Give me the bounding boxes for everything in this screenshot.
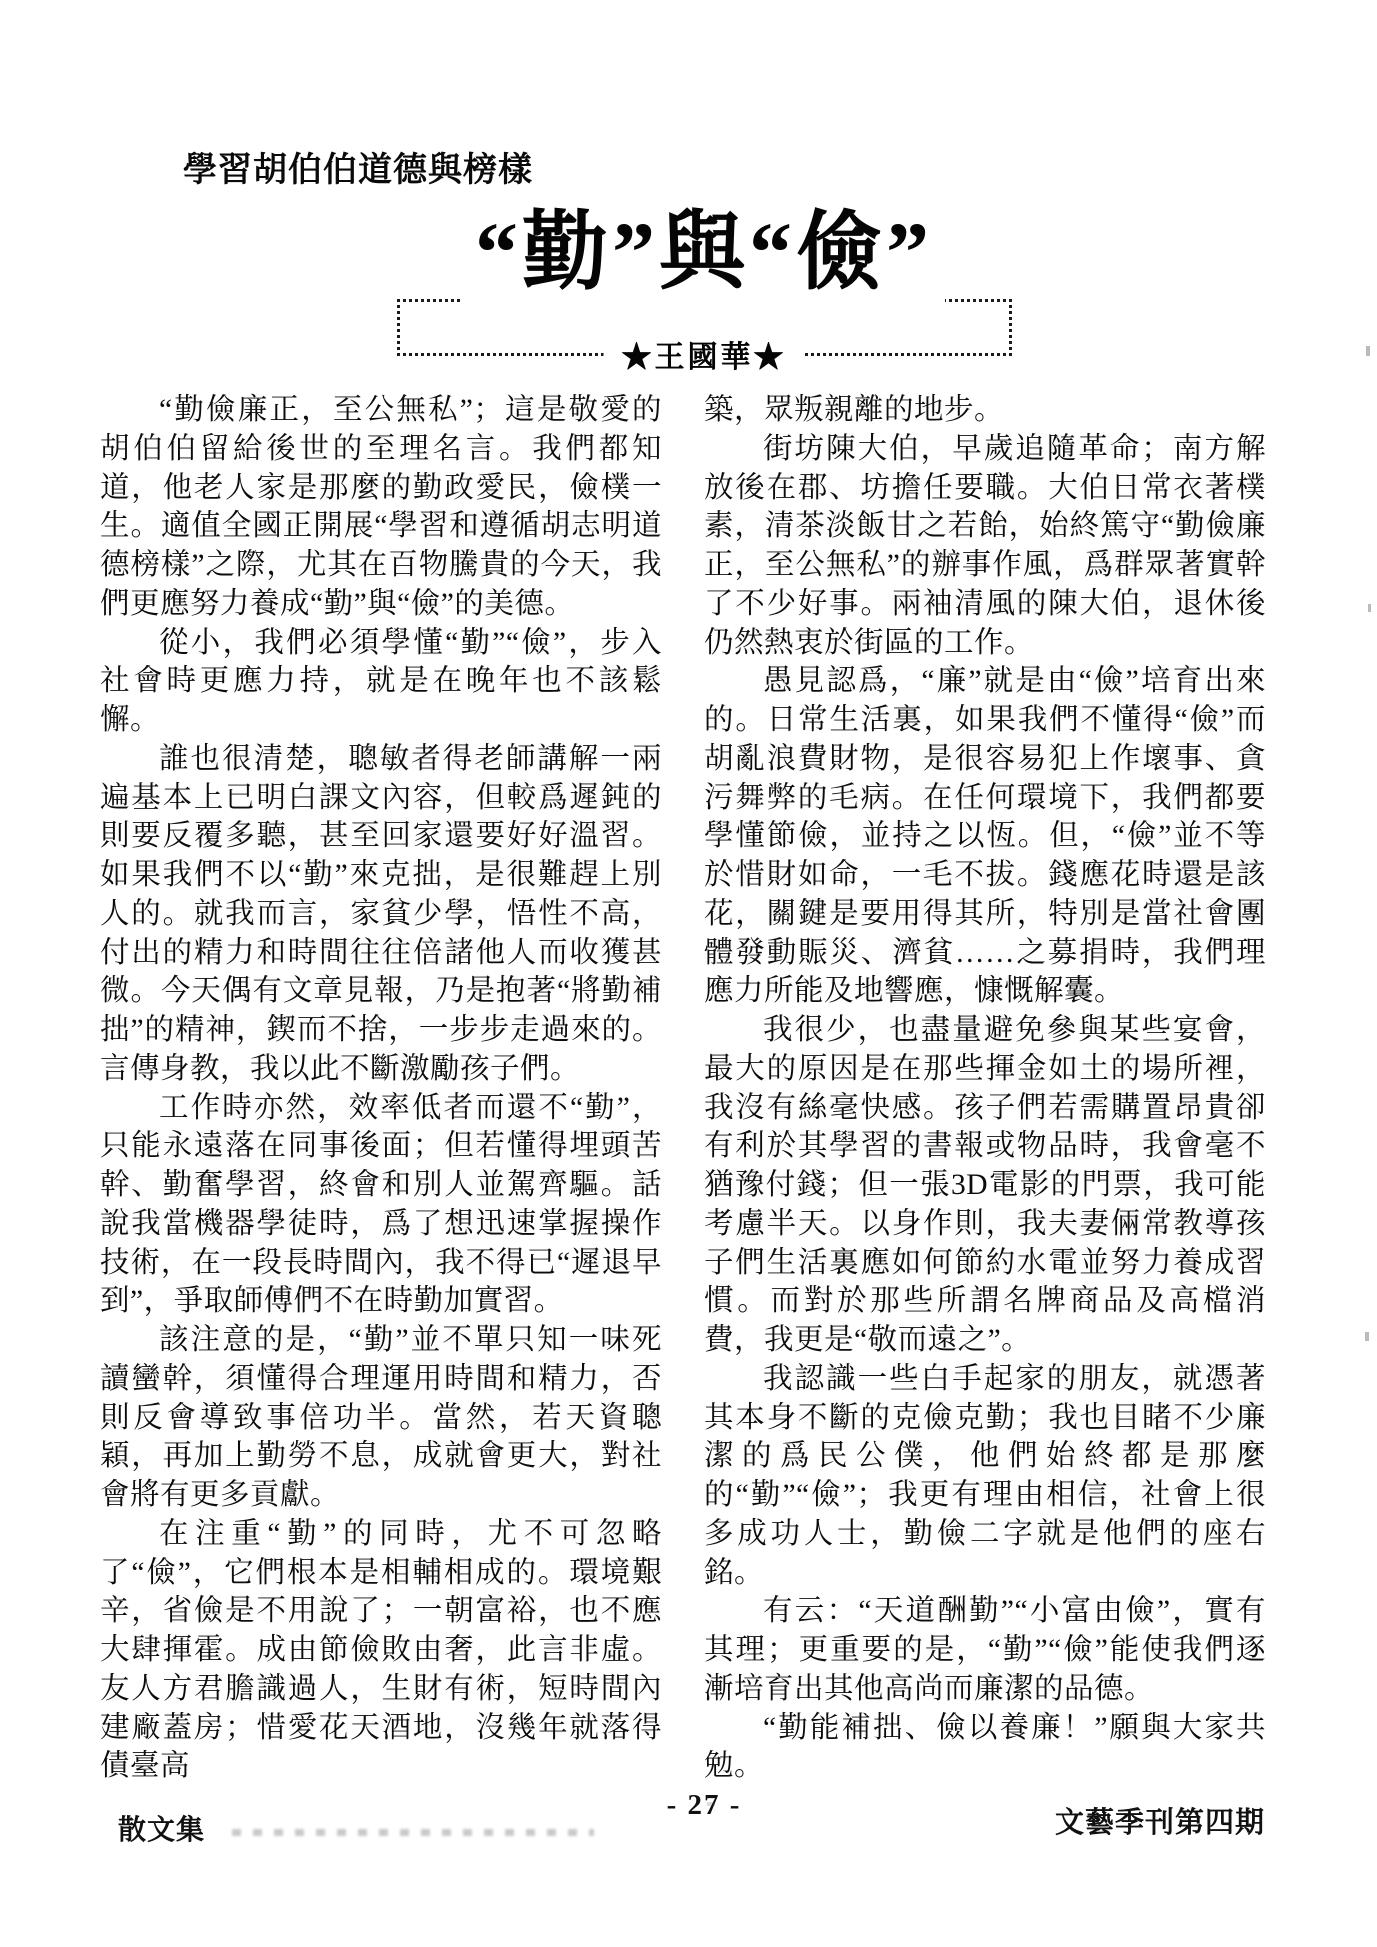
print-smudge-artifact — [232, 1829, 594, 1836]
scan-artifact — [1366, 346, 1370, 356]
paragraph: 誰也很清楚，聰敏者得老師講解一兩遍基本上已明白課文內容，但較爲遲鈍的則要反覆多聽，甚至回家還要好好溫習。如果我們不以“勤”來克拙，是很難趕上別人的。就我而言，家貧少學，悟性不高，付出的精力和時間往往倍諸他人而收獲甚微。今天偶有文章見報，乃是抱著“將勤補拙”的精神，鍥而不捨，一步步走過來的。言傳身教，我以此不斷激勵孩子們。 — [100, 742, 663, 1085]
paragraph: 該注意的是，“勤”並不單只知一味死讀蠻幹，須懂得合理運用時間和精力，否則反會導致事倍功半。當然，若天資聰穎，再加上勤勞不息，成就會更大，對社會將有更多貢獻。 — [100, 1324, 662, 1511]
kicker-headline: 學習胡伯伯道德與榜樣 — [183, 151, 533, 189]
page-number: - 27 - — [666, 1789, 742, 1821]
article-body — [100, 391, 1266, 1786]
paragraph: “勤儉廉正，至公無私”；這是敬愛的胡伯伯留給後世的至理名言。我們都知道，他老人家是那麼的勤政愛民，儉樸一生。適值全國正開展“學習和遵循胡志明道德榜樣”之際，尤其在百物騰貴的今天，我們更應努力養成“勤”與“儉”的美德。 — [100, 394, 663, 620]
paragraph: 我很少，也盡量避免參與某些宴會，最大的原因是在那些揮金如土的場所裡，我沒有絲毫快感。孩子們若需購置昂貴卻有利於其學習的書報或物品時，我會毫不猶豫付錢；但一張3D電影的門票，我可能考慮半天。以身作則，我夫妻倆常教導孩子們生活裏應如何節約水電並努力養成習慣。而對於那些所謂名牌商品及高檔消費，我更是“敬而遠之”。 — [704, 1014, 1266, 1356]
paragraph: “勤能補拙、儉以養廉！”願與大家共勉。 — [704, 1711, 1266, 1783]
scan-artifact — [707, 1802, 715, 1806]
paragraph: 在注重“勤”的同時，尤不可忽略了“儉”，它們根本是相輔相成的。環境艱辛，省儉是不用說了；一朝富裕，也不應大肆揮霍。成由節儉敗由奢，此言非虛。友人方君膽識過人，生財有術，短時間內建廠蓋房；惜愛花天酒地，沒幾年就落得債臺高 — [100, 1517, 662, 1783]
paragraph: 有云：“天道酬勤”“小富由儉”，實有其理；更重要的是，“勤”“儉”能使我們逐漸培育出其他高尚而廉潔的品德。 — [704, 1595, 1266, 1705]
author-byline: ★王國華★ — [604, 332, 805, 376]
paragraph: 我認識一些白手起家的朋友，就憑著其本身不斷的克儉克勤；我也目睹不少廉潔的爲民公僕，他們始終都是那麼的“勤”“儉”；我更有理由相信，社會上很多成功人士，勤儉二字就是他們的座右銘。 — [704, 1362, 1266, 1589]
paragraph-continuation: 築，眾叛親離的地步。 — [704, 394, 1005, 426]
footer-journal-label: 文藝季刊第四期 — [1054, 1807, 1265, 1839]
right-column — [704, 391, 1266, 1786]
paragraph: 從小，我們必須學懂“勤”“儉”，步入社會時更應力持，就是在晚年也不該鬆懈。 — [100, 626, 662, 736]
footer-section-label: 散文集 — [118, 1814, 206, 1845]
scan-artifact — [1365, 1332, 1369, 1341]
left-column — [100, 391, 662, 1786]
paragraph: 愚見認爲，“廉”就是由“儉”培育出來的。日常生活裏，如果我們不懂得“儉”而胡亂浪費財物，是很容易犯上作壞事、貪污舞弊的毛病。在任何環境下，我們都要學懂節儉，並持之以恆。但，“儉”並不等於惜財如命，一毛不拔。錢應花時還是該花，關鍵是要用得其所，特別是當社會團體發動賑災、濟貧……之募捐時，我們理應力所能及地響應，慷慨解囊。 — [704, 665, 1266, 1008]
paragraph: 街坊陳大伯，早歲追隨革命；南方解放後在郡、坊擔任要職。大伯日常衣著樸素，清茶淡飯甘之若飴，始終篤守“勤儉廉正，至公無私”的辦事作風，爲群眾著實幹了不少好事。兩袖清風的陳大伯，退休後仍然熱衷於街區的工作。 — [704, 432, 1266, 659]
article-title: “勤”與“儉” — [463, 203, 945, 302]
scan-artifact — [1368, 604, 1371, 612]
paragraph: 工作時亦然，效率低者而還不“勤”，只能永遠落在同事後面；但若懂得埋頭苦幹、勤奮學習，終會和別人並駕齊驅。話說我當機器學徒時，爲了想迅速掌握操作技術，在一段長時間內，我不得已“遲退早到”，爭取師傅們不在時勤加實習。 — [100, 1091, 662, 1318]
